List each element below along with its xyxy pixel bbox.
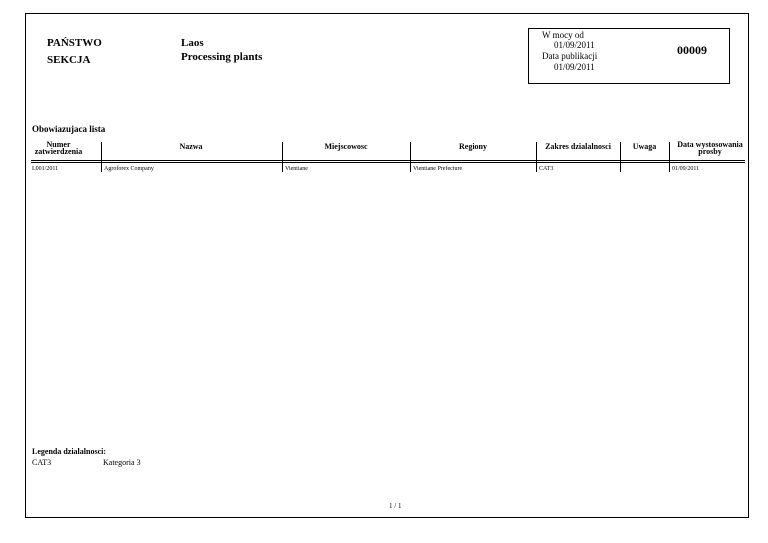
column-header-name: Nazwa (179, 142, 203, 151)
column-header-city: Miejscowosc (324, 142, 368, 151)
cell-activities: CAT3 (539, 166, 554, 172)
country-value: Laos (181, 37, 204, 49)
header-divider (31, 160, 745, 161)
legend-title: Legenda dzialalnosci: (32, 447, 107, 456)
document-page (25, 13, 749, 518)
column-header-regions: Regiony (459, 142, 487, 151)
legend-code: CAT3 (32, 458, 52, 467)
cell-name: Agroforex Company (104, 166, 154, 172)
cell-approval: L001/2011 (32, 166, 59, 172)
publication-label: Data publikacji (542, 51, 598, 61)
column-header-remark: Uwaga (632, 142, 657, 151)
valid-from-date: 01/09/2011 (554, 40, 595, 50)
publication-date: 01/09/2011 (554, 62, 595, 72)
cell-request-date: 01/09/2011 (672, 166, 700, 172)
column-header-approval-line2: zatwierdzenia (34, 147, 83, 156)
publication-meta-box (528, 28, 730, 84)
column-header-request-date (670, 141, 750, 155)
header-divider-double (31, 162, 745, 163)
list-title: Obowiazujaca lista (32, 124, 106, 134)
column-divider (410, 142, 411, 172)
section-label: SEKCJA (47, 54, 91, 66)
column-header-request-line2: prosby (698, 147, 722, 156)
cell-regions: Vientiane Prefecture (413, 166, 463, 172)
column-divider (536, 142, 537, 172)
country-label: PAŃSTWO (47, 37, 102, 49)
column-header-approval (26, 141, 91, 155)
cell-city: Vientiane (285, 166, 308, 172)
column-header-approval-line1: Numer (46, 140, 71, 149)
valid-from-label: W mocy od (542, 30, 584, 40)
column-divider (282, 142, 283, 172)
page-number: 1 / 1 (389, 502, 402, 510)
column-header-activities: Zakres dzialalnosci (545, 142, 611, 151)
section-value: Processing plants (181, 51, 263, 63)
column-divider (101, 142, 102, 172)
column-header-request-line1: Data wystosowania (677, 140, 743, 149)
column-divider (620, 142, 621, 172)
document-number: 00009 (677, 43, 707, 57)
legend-description: Kategoria 3 (103, 458, 141, 467)
column-divider (669, 142, 670, 172)
